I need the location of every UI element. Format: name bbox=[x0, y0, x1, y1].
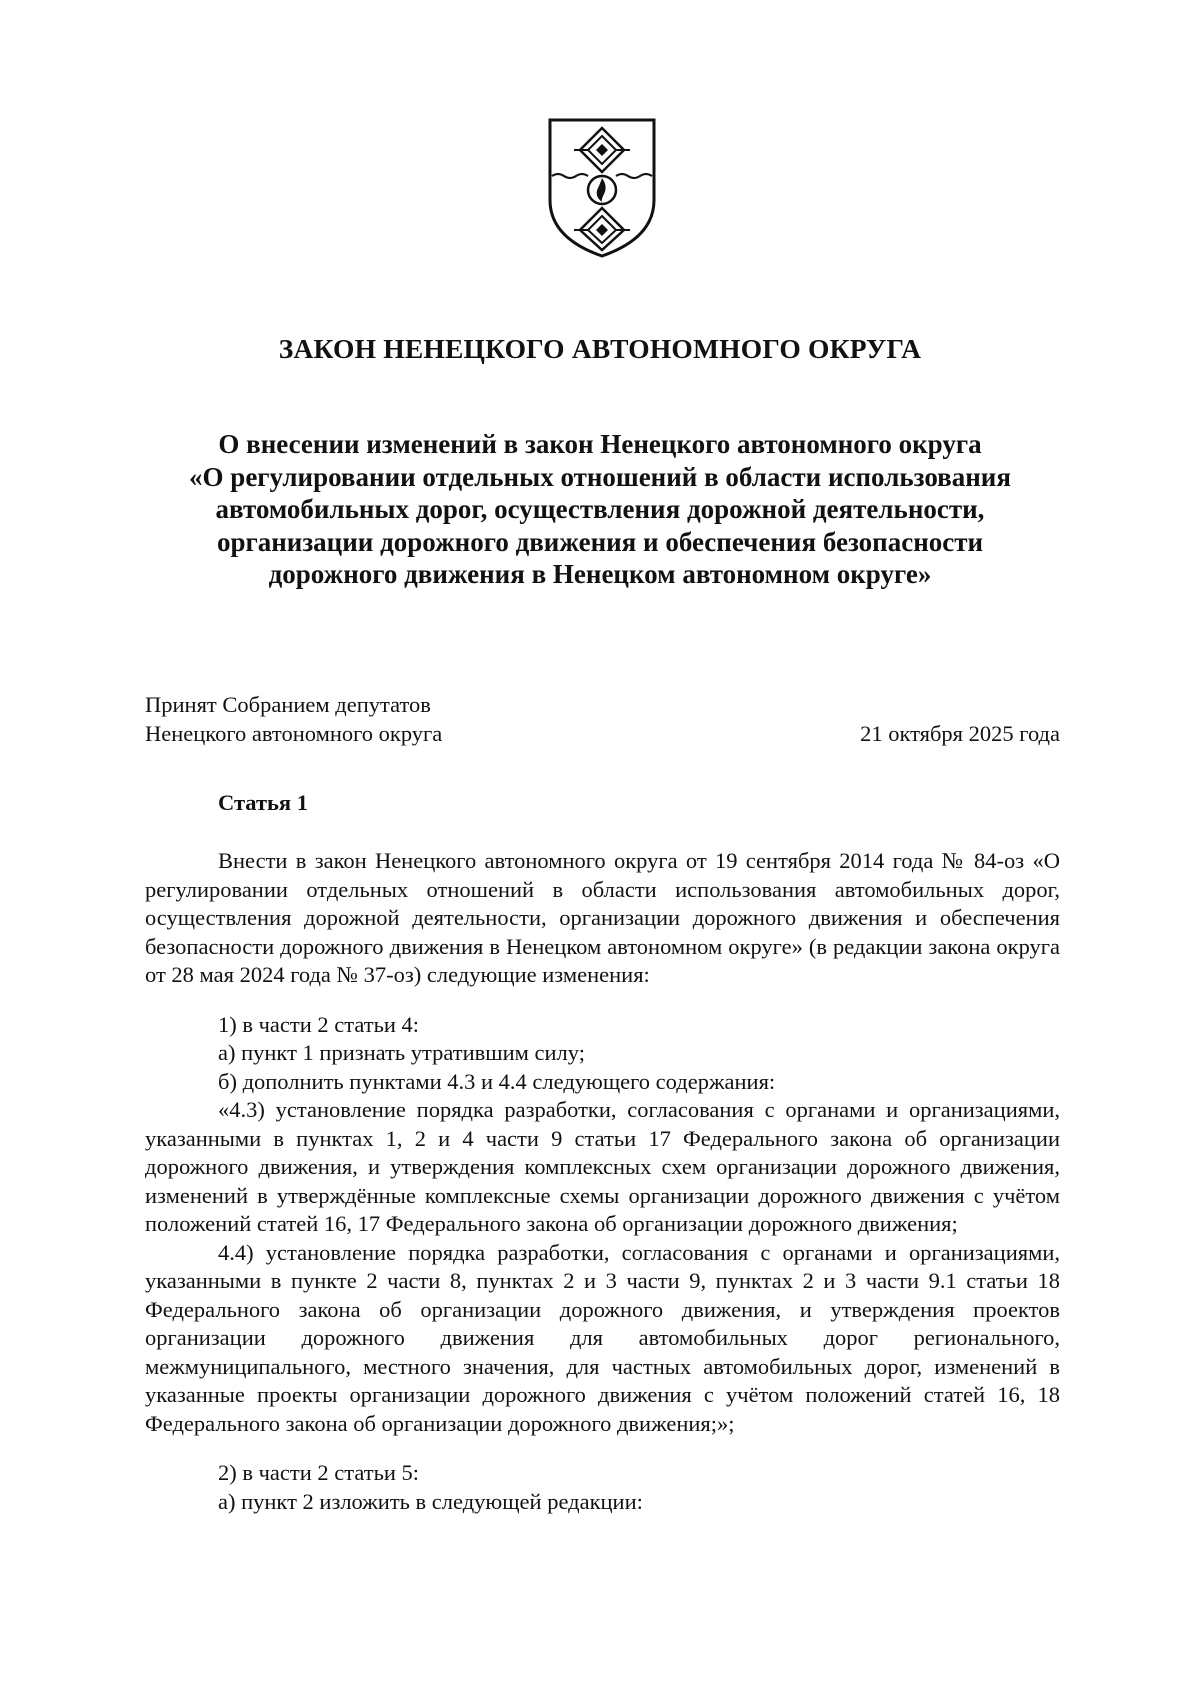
subtitle-line: О внесении изменений в закон Ненецкого автономного округа bbox=[218, 429, 982, 459]
law-title: ЗАКОН НЕНЕЦКОГО АВТОНОМНОГО ОКРУГА bbox=[278, 333, 922, 364]
coat-of-arms-emblem bbox=[544, 116, 660, 260]
subtitle-line: «О регулировании отдельных отношений в области использования bbox=[189, 461, 1011, 492]
article-body bbox=[145, 847, 1060, 1516]
list-item: 2) в части 2 статьи 5: bbox=[218, 1460, 420, 1485]
subtitle-line: автомобильных дорог, осуществления дорожной деятельности, bbox=[215, 494, 985, 524]
list-item: б) дополнить пунктами 4.3 и 4.4 следующего содержания: bbox=[218, 1068, 776, 1094]
list-item: а) пункт 1 признать утратившим силу; bbox=[218, 1040, 585, 1065]
list-item: а) пункт 2 изложить в следующей редакции: bbox=[218, 1488, 643, 1514]
subtitle-line: организации дорожного движения и обеспечения безопасности bbox=[216, 526, 984, 557]
adoption-date: 21 октября 2025 года bbox=[860, 721, 1060, 746]
amendment-paragraph: 4.4) установление порядка разработки, согласования с органами и организациями, указанными в пункте 2 части 8, пунктах 2 и 3 части 9, пунктах 2 и 3 части 9.1 статьи 18 Федерального закона об организации дорожного движения, и утверждения проектов организации дорожного движения для автомобильных дорог регионального, межмуниципального, местного значения, для частных автомобильных дорог, изменений в указанные проекты организации дорожного движения с учётом положений статей 16, 18 Федерального закона об организации дорожного движения;»; bbox=[145, 1239, 1060, 1436]
adoption-line: Ненецкого автономного округа bbox=[145, 721, 443, 746]
adoption-body bbox=[145, 690, 442, 748]
adoption-line: Принят Собранием депутатов bbox=[145, 692, 431, 717]
amendment-paragraph: «4.3) установление порядка разработки, согласования с органами и организациями, указанными в пунктах 1, 2 и 4 части 9 статьи 17 Федерального закона об организации дорожного движения, и утверждения комплексных схем организации дорожного движения, изменений в утверждённые комплексные схемы организации дорожного движения с учётом положений статей 16, 17 Федерального закона об организации дорожного движения; bbox=[145, 1097, 1060, 1236]
article-intro-paragraph: Внести в закон Ненецкого автономного округа от 19 сентября 2014 года № 84-оз «О регулировании отдельных отношений в области использования автомобильных дорог, осуществления дорожной деятельности, организации дорожного движения и обеспечения безопасности дорожного движения в Ненецком автономном округе» (в редакции закона округа от 28 мая 2024 года № 37-оз) следующие изменения: bbox=[145, 848, 1060, 987]
subtitle-line: дорожного движения в Ненецком автономном округе» bbox=[268, 559, 932, 589]
law-subtitle bbox=[140, 428, 1060, 591]
article-heading: Статья 1 bbox=[218, 790, 308, 815]
list-item: 1) в части 2 статьи 4: bbox=[218, 1011, 420, 1037]
